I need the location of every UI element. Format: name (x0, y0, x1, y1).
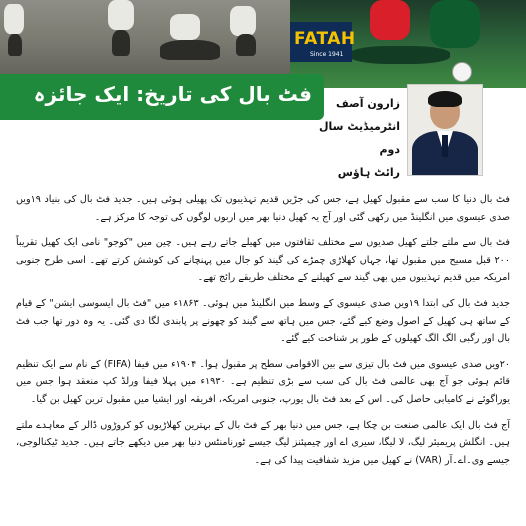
football-icon (452, 62, 472, 82)
article-body (16, 191, 510, 477)
article-paragraph: ۲۰ویں صدی عیسوی میں فٹ بال تیزی سے بین الاقوامی سطح پر مقبول ہوا۔ ۱۹۰۴ء میں فیفا (FIFA) کے نام سے ایک تنظیم قائم ہوئی جو آج بھی عالمی فٹ بال کی سب سے بڑی تنظیم ہے۔ ۱۹۳۰ء میں پہلا فیفا ورلڈ کپ منعقد ہوا جس میں یوراگوئے نے کامیابی حاصل کی۔ اس کے بعد فٹ بال یورپ، جنوبی امریکہ، افریقہ اور ایشیا میں مقبول ترین کھیل بن گیا۔ (16, 358, 510, 405)
author-class: انٹرمیڈیٹ سال دوم (319, 120, 400, 156)
author-photo (407, 84, 483, 176)
author-info (310, 92, 400, 184)
page-title: فٹ بال کی تاریخ: ایک جائزہ (33, 82, 312, 106)
article-paragraph: آج فٹ بال ایک عالمی صنعت بن چکا ہے، جس میں دنیا بھر کے فٹ بال کے بہترین کھلاڑیوں کو کروڑوں ڈالر کے معاہدے ملتے ہیں۔ انگلش پریمیئر لیگ، لا لیگا، سیری اے اور چیمپئنز لیگ جیسے ٹورنامنٹس دنیا بھر میں دیکھے جاتے ہیں۔ جدید ٹیکنالوجی، جیسے وی۔اے۔آر (VAR) نے کھیل میں مزید شفافیت پیدا کی ہے۔ (16, 419, 510, 466)
author-house: رائٹ ہاؤس (337, 166, 400, 179)
article-paragraph: جدید فٹ بال کی ابتدا ۱۹ویں صدی عیسوی کے وسط میں انگلینڈ میں ہوئی۔ ۱۸۶۳ء میں "فٹ بال ایسوسی ایشن" کے قیام کے ساتھ ہی کھیل کے اصول وضع کیے گئے، جس میں ہاتھ سے گیند کو چھونے پر پابندی لگا دی گئی۔ یہ وہ دور تھا جب فٹ بال اور رگبی الگ الگ کھیلوں کے طور پر شناخت کیے گئے۔ (16, 297, 510, 345)
article-paragraph: فٹ بال دنیا کا سب سے مقبول کھیل ہے، جس کی جڑیں قدیم تہذیبوں تک پھیلی ہوئی ہیں۔ جدید فٹ بال کی بنیاد ۱۹ویں صدی عیسوی میں انگلینڈ میں رکھی گئی اور آج یہ کھیل دنیا بھر میں اربوں لوگوں کی توجہ کا مرکز ہے۔ (16, 194, 510, 223)
article-paragraph: فٹ بال سے ملتے جلتے کھیل صدیوں سے مختلف ثقافتوں میں کھیلے جاتے رہے ہیں۔ چین میں "کوجو" نامی ایک کھیل تقریباً ۲۰۰ قبل مسیح میں مقبول تھا، جہاں کھلاڑی چمڑے کی گیند کو جال میں پہنچانے کی کوشش کرتے تھے۔ اسی طرح جنوبی امریکہ میں قدیم تہذیبوں میں بھی گیند سے کھیلنے کے مختلف طریقے رائج تھے۔ (16, 237, 510, 284)
sponsor-since-text: Since 1941 (310, 51, 344, 58)
author-name: زارون آصف (336, 97, 400, 110)
sponsor-logo: FATAH (294, 29, 356, 49)
